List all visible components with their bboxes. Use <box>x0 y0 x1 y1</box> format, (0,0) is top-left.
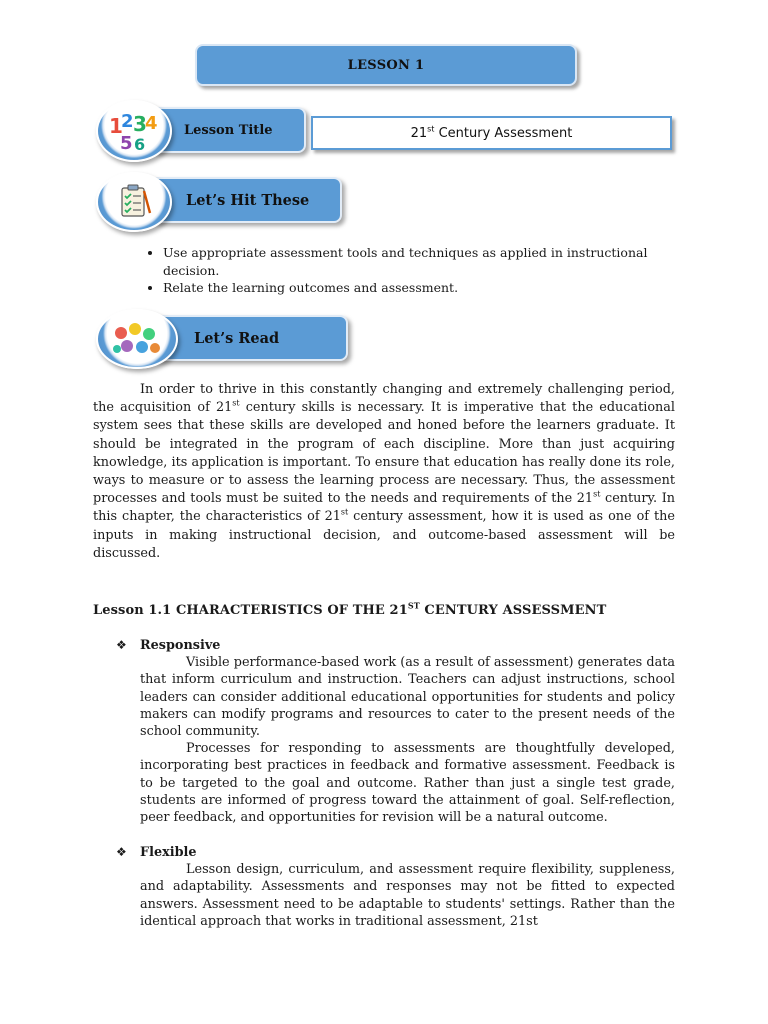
lesson-number-banner <box>195 44 577 86</box>
diamond-bullet-icon: ❖ <box>116 845 127 859</box>
svg-text:2: 2 <box>121 111 134 132</box>
characteristic-paragraph: Processes for responding to assessments are thoughtfully developed, incorporating best practices in feedback and formative assessment. Feedback is to be targeted to the goal and outcome. Rather than just a single test grade, students are informed of progress toward the attainment of goal. Self-reflection, peer feedback, and opportunities for revision will be a natural outcome. <box>140 741 675 826</box>
objectives-list <box>135 244 683 297</box>
characteristic-name: Flexible <box>140 845 197 860</box>
objective-item: • Use appropriate assessment tools and techniques as applied in instructional decision. <box>163 244 683 279</box>
objective-item: • Relate the learning outcomes and assessment. <box>163 279 683 297</box>
characteristic-flexible <box>116 844 675 930</box>
lets-read-tab <box>150 315 348 361</box>
lesson-title-value: 21st Century Assessment <box>410 124 573 141</box>
svg-text:4: 4 <box>145 113 158 134</box>
hit-these-heading: Let’s Hit These <box>186 191 310 209</box>
characteristic-responsive <box>116 637 675 826</box>
handprints-icon <box>96 309 178 369</box>
svg-text:1: 1 <box>109 114 123 138</box>
section-heading: Lesson 1.1 CHARACTERISTICS OF THE 21ST CENTURY ASSESSMENT <box>93 600 607 618</box>
svg-text:6: 6 <box>134 135 146 153</box>
checklist-icon <box>96 172 172 232</box>
diamond-bullet-icon: ❖ <box>116 638 127 652</box>
characteristic-paragraph: Lesson design, curriculum, and assessment require flexibility, suppleness, and adaptability. Assessments and responses may not be fitted to expected answers. Assessment need to be adaptable to students' settings. Rather than the identical approach that works in traditional assessment, 21st <box>140 862 675 929</box>
hit-these-tab <box>150 177 342 223</box>
lesson-title-tab <box>150 107 306 153</box>
lesson-title-label: Lesson Title <box>184 122 273 138</box>
characteristic-paragraph: Visible performance-based work (as a result of assessment) generates data that inform curriculum and instruction. Teachers can adjust instructions, school leaders can consider additional educational opportunities for students and policy makers can modify programs and resources to cater to the present needs of the school community. <box>140 655 675 740</box>
svg-text:3: 3 <box>133 112 147 136</box>
lets-read-heading: Let’s Read <box>194 329 280 347</box>
characteristic-name: Responsive <box>140 638 221 653</box>
lesson-number-label: LESSON 1 <box>347 57 425 73</box>
lesson-title-box <box>311 116 672 150</box>
numbers-icon <box>96 100 172 162</box>
intro-paragraph: In order to thrive in this constantly changing and extremely challenging period, the acquisition of 21st century skills is necessary. It is imperative that the educational system sees that these skills are developed and honed before the learners graduate. It should be integrated in the program of each discipline. More than just acquiring knowledge, its application is important. To ensure that education has really done its role, ways to measure or to assess the learning process are necessary. Thus, the assessment processes and tools must be suited to the needs and requirements of the 21st century. In this chapter, the characteristics of 21st century assessment, how it is used as one of the inputs in making instructional decision, and outcome-based assessment will be discussed. <box>93 382 676 561</box>
svg-text:5: 5 <box>120 133 133 153</box>
